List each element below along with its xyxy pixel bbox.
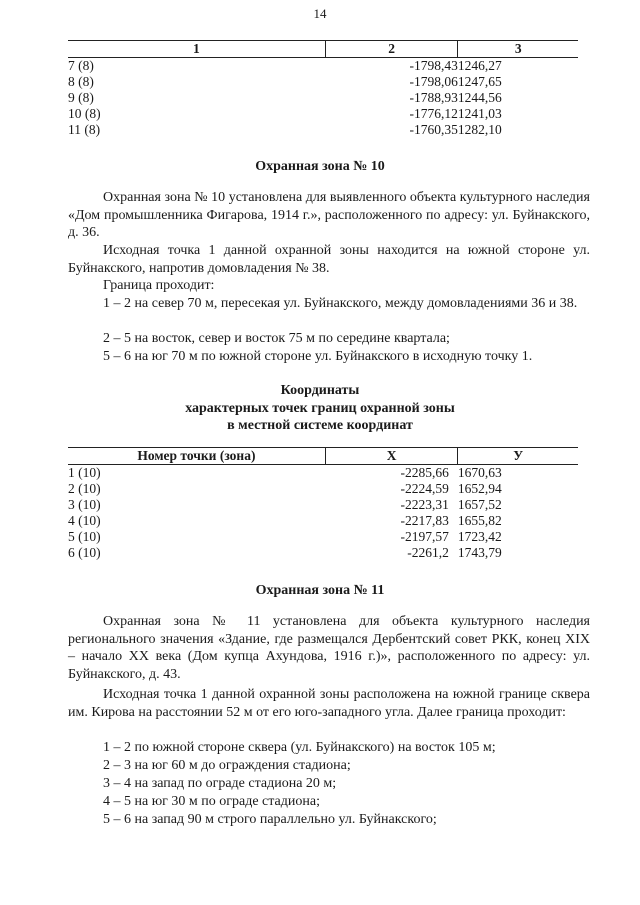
y-value: 1670,63 (457, 465, 502, 480)
table-row (68, 465, 578, 482)
zone-10-title: Охранная зона № 10 (255, 159, 385, 174)
x-value: -2217,83 (400, 513, 449, 528)
page-number: 14 (313, 6, 327, 21)
table-row (68, 90, 578, 106)
zone-10-paragraph: 2 – 5 на восток, север и восток 75 м по середине квартала; (103, 331, 450, 346)
x-value: -1798,06 (409, 74, 458, 89)
coordinates-table-zone-10 (68, 447, 578, 561)
y-value: 1282,10 (457, 122, 502, 137)
point-number: 11 (8) (68, 122, 101, 137)
point-number: 6 (10) (68, 545, 101, 560)
column-header: 2 (325, 41, 458, 58)
x-value: -1798,43 (409, 58, 458, 73)
zone-11-paragraph: 5 – 6 на запад 90 м строго параллельно ул. Буйнакского; (103, 812, 437, 827)
column-header: X (325, 448, 458, 465)
coordinates-subtitle: характерных точек границ охранной зоны (185, 401, 455, 416)
column-header: 1 (68, 41, 325, 58)
coordinates-table-zone-8 (68, 40, 578, 138)
y-value: 1655,82 (457, 513, 502, 528)
x-value: -2224,59 (400, 481, 449, 496)
y-value: 1244,56 (457, 90, 502, 105)
x-value: -1760,35 (409, 122, 458, 137)
point-number: 4 (10) (68, 513, 101, 528)
y-value: 1657,52 (457, 497, 502, 512)
table-row (68, 106, 578, 122)
column-header: Номер точки (зона) (68, 448, 325, 465)
point-number: 1 (10) (68, 465, 101, 480)
x-value: -2285,66 (400, 465, 449, 480)
point-number: 2 (10) (68, 481, 101, 496)
y-value: 1723,42 (457, 529, 502, 544)
y-value: 1247,65 (457, 74, 502, 89)
table-row (68, 74, 578, 90)
x-value: -2223,31 (400, 497, 449, 512)
y-value: 1241,03 (457, 106, 502, 121)
zone-11-title: Охранная зона № 11 (255, 583, 385, 598)
zone-10-paragraph: Граница проходит: (103, 278, 215, 293)
zone-11-paragraph: 3 – 4 на запад по ограде стадиона 20 м; (103, 776, 337, 791)
point-number: 10 (8) (68, 106, 101, 121)
zone-11-paragraph: Исходная точка 1 данной охранной зоны расположена на южной границе сквера им. Кирова на расстоянии 52 м от его юго-западного угла. Далее граница проходит: (68, 687, 590, 720)
point-number: 8 (8) (68, 74, 94, 89)
point-number: 9 (8) (68, 90, 94, 105)
zone-10-paragraph: 1 – 2 на север 70 м, пересекая ул. Буйнакского, между домовладениями 36 и 38. (103, 296, 578, 311)
x-value: -1788,93 (409, 90, 458, 105)
x-value: -2197,57 (400, 529, 449, 544)
zone-10-paragraph: Охранная зона № 10 установлена для выявленного объекта культурного наследия «Дом промышленника Фигарова, 1914 г.», расположенного по адресу: ул. Буйнакского, д. 36. (68, 190, 590, 240)
x-value: -1776,12 (409, 106, 458, 121)
zone-11-paragraph: 1 – 2 по южной стороне сквера (ул. Буйнакского) на восток 105 м; (103, 740, 496, 755)
zone-11-paragraph: 4 – 5 на юг 30 м по ограде стадиона; (103, 794, 320, 809)
table-row (68, 58, 578, 75)
y-value: 1652,94 (457, 481, 502, 496)
point-number: 5 (10) (68, 529, 101, 544)
column-header: 3 (458, 41, 578, 58)
table-row (68, 529, 578, 545)
column-header: У (458, 448, 578, 465)
zone-11-paragraph: Охранная зона № 11 установлена для объекта культурного наследия регионального значения «Здание, где размещался Дербентский совет РКК, конец XIX – начало XX века (Дом купца Ахундова, 1916 г.)», расположенного по адресу: ул. Буйнакского, д. 43. (68, 614, 590, 682)
table-row (68, 545, 578, 561)
coordinates-title: Координаты (280, 383, 360, 398)
point-number: 3 (10) (68, 497, 101, 512)
point-number: 7 (8) (68, 58, 94, 73)
zone-11-paragraph: 2 – 3 на юг 60 м до ограждения стадиона; (103, 758, 351, 773)
zone-10-paragraph: Исходная точка 1 данной охранной зоны находится на южной стороне ул. Буйнакского, напротив домовладения № 38. (68, 243, 590, 276)
table-row (68, 513, 578, 529)
y-value: 1743,79 (457, 545, 502, 560)
x-value: -2261,2 (407, 545, 449, 560)
zone-10-paragraph: 5 – 6 на юг 70 м по южной стороне ул. Буйнакского в исходную точку 1. (103, 349, 533, 364)
table-row (68, 481, 578, 497)
table-row (68, 122, 578, 138)
coordinates-subtitle: в местной системе координат (227, 418, 413, 433)
y-value: 1246,27 (457, 58, 502, 73)
table-row (68, 497, 578, 513)
